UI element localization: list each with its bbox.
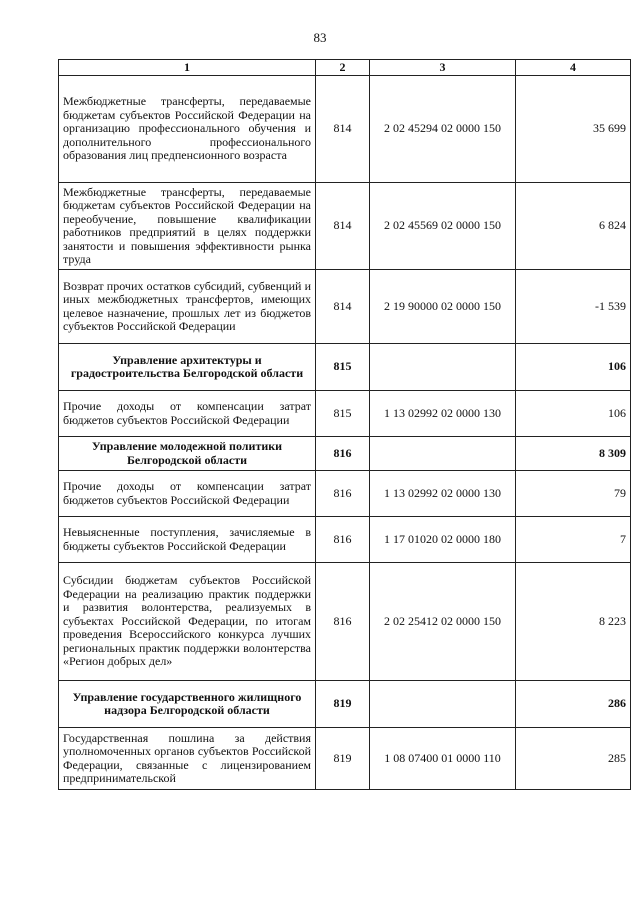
row-admin-code: 816 — [316, 437, 370, 471]
row-admin-code: 815 — [316, 391, 370, 437]
row-admin-code: 814 — [316, 183, 370, 270]
row-description: Прочие доходы от компенсации затрат бюджетов субъектов Российской Федерации — [59, 391, 316, 437]
table-row — [59, 183, 631, 270]
row-amount: 8 223 — [516, 563, 631, 681]
row-amount: 35 699 — [516, 76, 631, 183]
table-row — [59, 471, 631, 517]
header-col-3: 3 — [370, 60, 516, 76]
row-budget-code: 1 13 02992 02 0000 130 — [370, 471, 516, 517]
revenue-table — [58, 59, 631, 790]
table-row-org — [59, 437, 631, 471]
table-row-org — [59, 344, 631, 391]
row-admin-code: 819 — [316, 681, 370, 728]
row-description: Межбюджетные трансферты, передаваемые бюджетам субъектов Российской Федерации на организацию профессионального обучения и дополнительного профессионального образования лиц предпенсионного возраста — [59, 76, 316, 183]
table-row — [59, 76, 631, 183]
row-description: Государственная пошлина за действия уполномоченных органов субъектов Российской Федерации, связанные с лицензированием предпринимательской — [59, 728, 316, 790]
row-budget-code: 2 02 45569 02 0000 150 — [370, 183, 516, 270]
table-row — [59, 517, 631, 563]
row-budget-code: 1 08 07400 01 0000 110 — [370, 728, 516, 790]
row-budget-code — [370, 437, 516, 471]
row-description: Возврат прочих остатков субсидий, субвенций и иных межбюджетных трансфертов, имеющих целевое назначение, прошлых лет из бюджетов субъектов Российской Федерации — [59, 270, 316, 344]
row-amount: 106 — [516, 344, 631, 391]
row-admin-code: 814 — [316, 270, 370, 344]
page-number: 83 — [313, 30, 327, 45]
row-description: Прочие доходы от компенсации затрат бюджетов субъектов Российской Федерации — [59, 471, 316, 517]
row-budget-code: 2 02 25412 02 0000 150 — [370, 563, 516, 681]
table-row — [59, 391, 631, 437]
row-amount: 79 — [516, 471, 631, 517]
row-budget-code — [370, 344, 516, 391]
table-row — [59, 728, 631, 790]
row-admin-code: 816 — [316, 471, 370, 517]
table-row — [59, 270, 631, 344]
table-row — [59, 563, 631, 681]
org-name: Управление молодежной политики Белгородской области — [59, 437, 316, 471]
row-admin-code: 814 — [316, 76, 370, 183]
org-name: Управление архитектуры и градостроительства Белгородской области — [59, 344, 316, 391]
row-budget-code — [370, 681, 516, 728]
header-col-1: 1 — [59, 60, 316, 76]
table-header-row — [59, 60, 631, 76]
row-amount: 106 — [516, 391, 631, 437]
row-amount: 8 309 — [516, 437, 631, 471]
org-name: Управление государственного жилищного надзора Белгородской области — [59, 681, 316, 728]
row-amount: -1 539 — [516, 270, 631, 344]
row-amount: 7 — [516, 517, 631, 563]
row-description: Межбюджетные трансферты, передаваемые бюджетам субъектов Российской Федерации на переобучение, повышение квалификации работников предприятий в целях поддержки занятости и повышения эффективности рынка труда — [59, 183, 316, 270]
row-admin-code: 816 — [316, 563, 370, 681]
row-amount: 286 — [516, 681, 631, 728]
row-amount: 6 824 — [516, 183, 631, 270]
row-budget-code: 1 17 01020 02 0000 180 — [370, 517, 516, 563]
row-admin-code: 815 — [316, 344, 370, 391]
row-budget-code: 2 19 90000 02 0000 150 — [370, 270, 516, 344]
row-amount: 285 — [516, 728, 631, 790]
header-col-2: 2 — [316, 60, 370, 76]
row-description: Субсидии бюджетам субъектов Российской Федерации на реализацию практик поддержки и развития волонтерства, реализуемых в субъектах Российской Федерации, по итогам проведения Всероссийского конкурса лучших региональных практик поддержки волонтерства «Регион добрых дел» — [59, 563, 316, 681]
row-budget-code: 2 02 45294 02 0000 150 — [370, 76, 516, 183]
header-col-4: 4 — [516, 60, 631, 76]
table-row-org — [59, 681, 631, 728]
row-admin-code: 819 — [316, 728, 370, 790]
row-admin-code: 816 — [316, 517, 370, 563]
row-budget-code: 1 13 02992 02 0000 130 — [370, 391, 516, 437]
row-description: Невыясненные поступления, зачисляемые в бюджеты субъектов Российской Федерации — [59, 517, 316, 563]
